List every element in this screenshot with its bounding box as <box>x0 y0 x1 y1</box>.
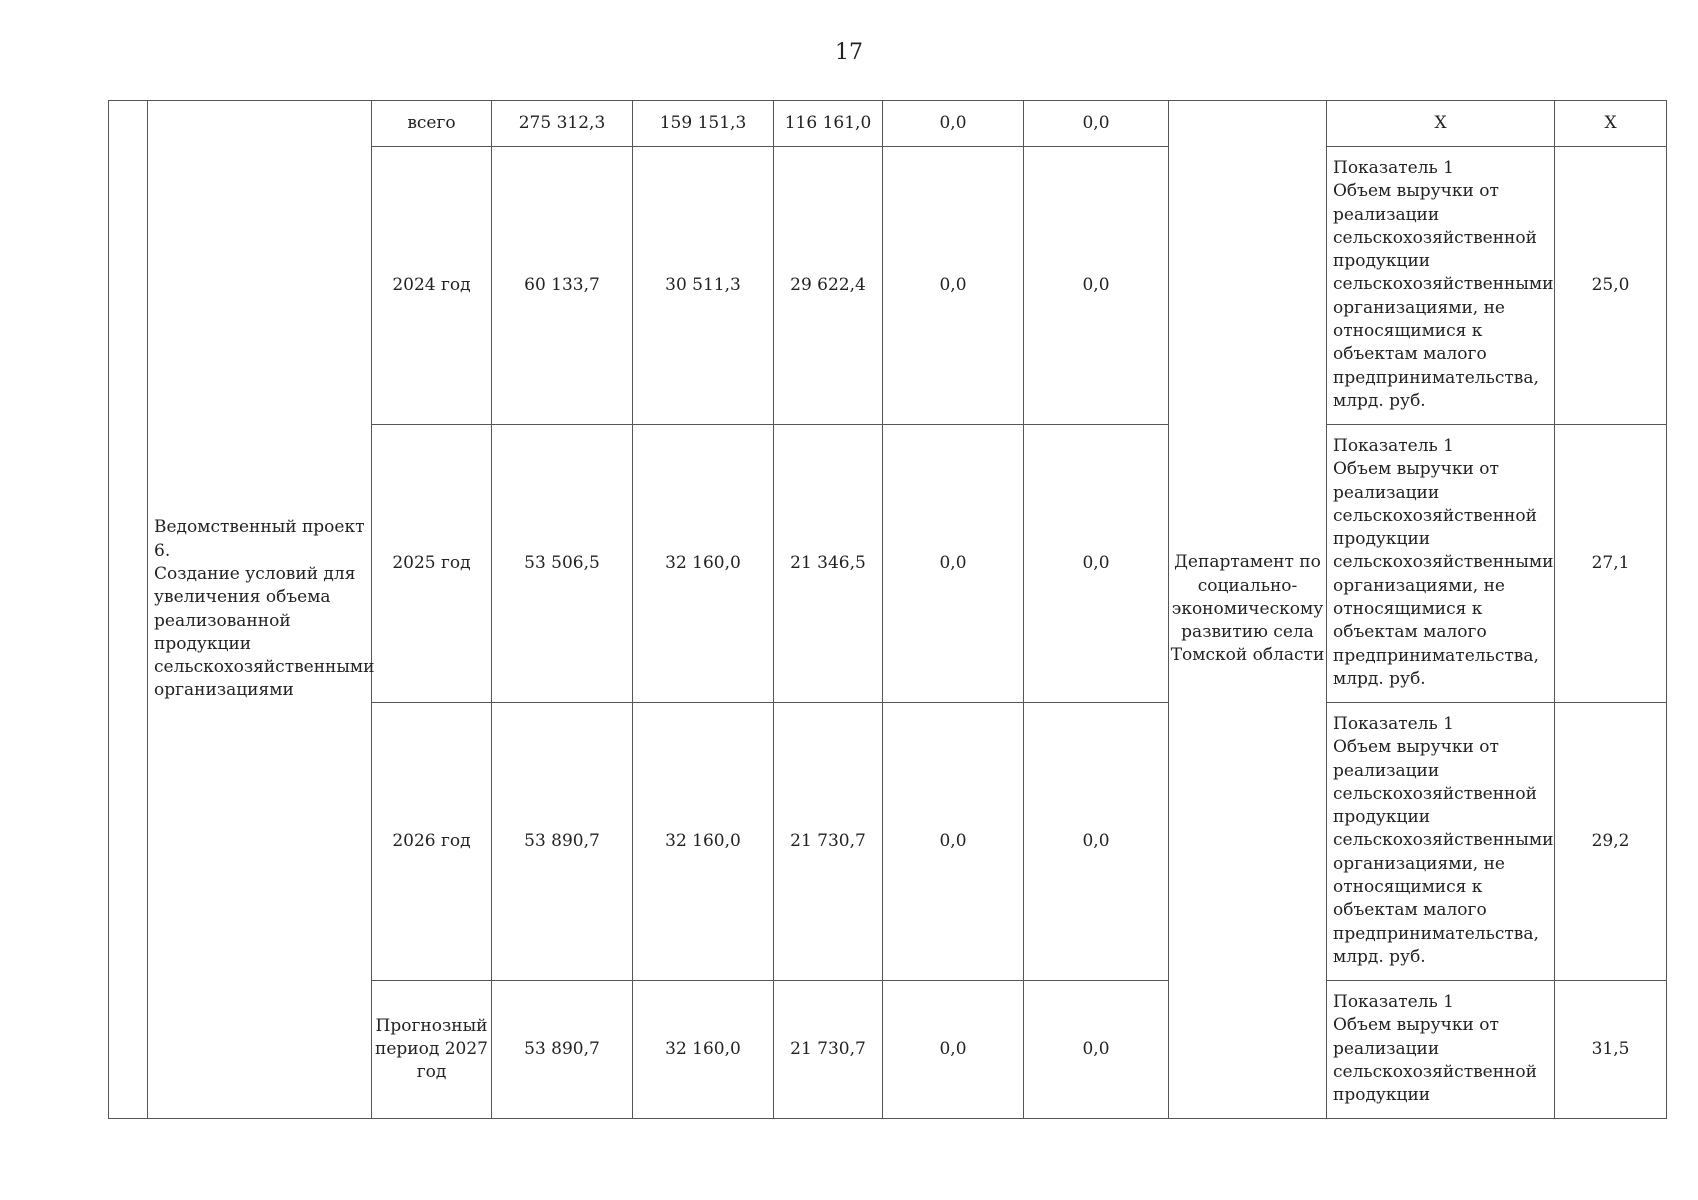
regional-amount-cell: 21 346,5 <box>774 425 883 703</box>
other-amount-cell: 0,0 <box>1024 101 1169 147</box>
federal-amount-cell: 32 160,0 <box>633 981 774 1119</box>
federal-amount-cell: 32 160,0 <box>633 703 774 981</box>
other-amount-cell: 0,0 <box>1024 703 1169 981</box>
local-amount-cell: 0,0 <box>883 703 1024 981</box>
indicator-title: Показатель 1 <box>1333 158 1454 178</box>
federal-amount-cell: 30 511,3 <box>633 147 774 425</box>
project-title-cell <box>148 101 375 1119</box>
funding-table <box>108 100 1667 1119</box>
local-amount-cell: 0,0 <box>883 147 1024 425</box>
period-cell: Прогнозный период 2027 год <box>372 981 492 1119</box>
indicator-name-cell <box>1327 703 1555 981</box>
local-amount-cell: 0,0 <box>883 981 1024 1119</box>
local-amount-cell: 0,0 <box>883 425 1024 703</box>
regional-amount-cell: 116 161,0 <box>774 101 883 147</box>
indicator-title: Показатель 1 <box>1333 436 1454 456</box>
other-amount-cell: 0,0 <box>1024 981 1169 1119</box>
indicator-name-cell <box>1327 425 1555 703</box>
indicator-value-cell: 27,1 <box>1555 425 1667 703</box>
indicator-text: Объем выручки от реализации сельскохозяйственной продукции <box>1333 1015 1537 1106</box>
local-amount-cell: 0,0 <box>883 101 1024 147</box>
federal-amount-cell: 159 151,3 <box>633 101 774 147</box>
indicator-name-cell <box>1327 147 1555 425</box>
other-amount-cell: 0,0 <box>1024 425 1169 703</box>
indicator-title: Показатель 1 <box>1333 992 1454 1012</box>
department-name: Департамент по социально-экономическому развитию села Томской области <box>1170 552 1325 666</box>
regional-amount-cell: 29 622,4 <box>774 147 883 425</box>
indicator-value-cell: Х <box>1555 101 1667 147</box>
project-title: Ведомственный проект 6. Создание условий для увеличения объема реализованной продукции сельскохозяйственными организациями <box>154 517 375 701</box>
period-cell: 2024 год <box>372 147 492 425</box>
total-amount-cell: 275 312,3 <box>492 101 633 147</box>
row-number-cell <box>109 101 148 1119</box>
indicator-value-cell: 31,5 <box>1555 981 1667 1119</box>
total-amount-cell: 60 133,7 <box>492 147 633 425</box>
indicator-text: Объем выручки от реализации сельскохозяйственной продукции сельскохозяйственными организациями, не относящимися к объектам малого предпринимательства, млрд. руб. <box>1333 459 1554 689</box>
indicator-value-cell: 25,0 <box>1555 147 1667 425</box>
indicator-text: Объем выручки от реализации сельскохозяйственной продукции сельскохозяйственными организациями, не относящимися к объектам малого предпринимательства, млрд. руб. <box>1333 181 1554 411</box>
regional-amount-cell: 21 730,7 <box>774 981 883 1119</box>
period-cell: 2026 год <box>372 703 492 981</box>
period-cell: 2025 год <box>372 425 492 703</box>
regional-amount-cell: 21 730,7 <box>774 703 883 981</box>
indicator-name-cell: Х <box>1327 101 1555 147</box>
period-cell: всего <box>372 101 492 147</box>
page-number: 17 <box>835 40 863 65</box>
total-amount-cell: 53 890,7 <box>492 981 633 1119</box>
total-amount-cell: 53 506,5 <box>492 425 633 703</box>
indicator-text: Объем выручки от реализации сельскохозяйственной продукции сельскохозяйственными организациями, не относящимися к объектам малого предпринимательства, млрд. руб. <box>1333 737 1554 967</box>
indicator-name-cell <box>1327 981 1555 1119</box>
total-amount-cell: 53 890,7 <box>492 703 633 981</box>
department-cell <box>1169 101 1327 1119</box>
other-amount-cell: 0,0 <box>1024 147 1169 425</box>
indicator-title: Показатель 1 <box>1333 714 1454 734</box>
federal-amount-cell: 32 160,0 <box>633 425 774 703</box>
table-row-total <box>109 101 1667 147</box>
indicator-value-cell: 29,2 <box>1555 703 1667 981</box>
